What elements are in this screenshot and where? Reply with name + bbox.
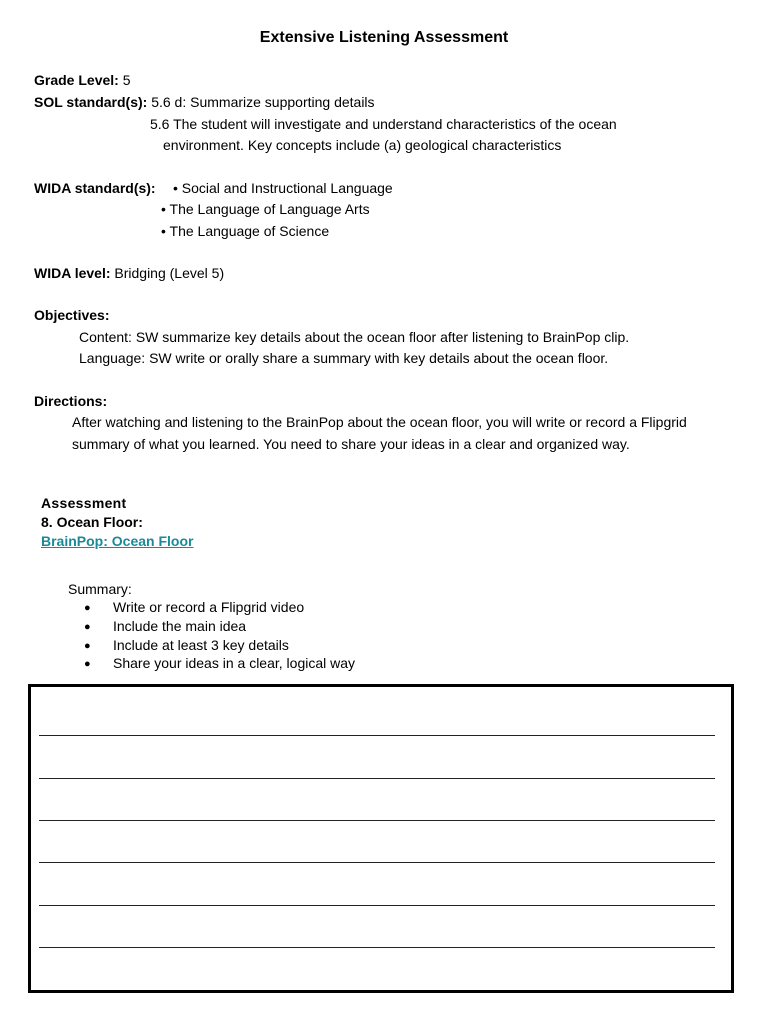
bullet-icon: ● <box>84 621 91 633</box>
brainpop-ocean-floor-link[interactable]: BrainPop: Ocean Floor <box>41 533 194 549</box>
wida-level-label: WIDA level: <box>34 265 111 281</box>
answer-line[interactable] <box>39 862 715 863</box>
sol-standard-detail-1: 5.6 The student will investigate and understand characteristics of the ocean <box>150 116 617 132</box>
wida-standard-item: • The Language of Science <box>161 223 330 239</box>
sol-standard-detail-2: environment. Key concepts include (a) geological characteristics <box>163 137 562 153</box>
summary-answer-box[interactable] <box>28 684 734 993</box>
sol-standard-value: 5.6 d: Summarize supporting details <box>147 94 375 110</box>
wida-standard-item: • The Language of Language Arts <box>161 201 370 217</box>
directions-line-1: After watching and listening to the BrainPop about the ocean floor, you will write or record a Flipgrid <box>72 414 687 430</box>
sol-standard-label: SOL standard(s): <box>34 94 148 110</box>
answer-line[interactable] <box>39 905 715 906</box>
summary-item: Write or record a Flipgrid video <box>113 599 305 615</box>
wida-standard-label: WIDA standard(s): <box>34 180 156 196</box>
grade-level-value: 5 <box>118 72 131 88</box>
summary-label: Summary: <box>68 581 132 597</box>
objective-language: Language: SW write or orally share a summary with key details about the ocean floor. <box>79 350 609 366</box>
bullet-icon: ● <box>84 640 91 652</box>
bullet-icon: ● <box>84 658 91 670</box>
assessment-heading: Assessment <box>41 495 127 511</box>
wida-standard-item: • Social and Instructional Language <box>173 180 393 196</box>
summary-item: Include at least 3 key details <box>113 637 289 653</box>
objectives-heading: Objectives: <box>34 307 110 323</box>
summary-item: Share your ideas in a clear, logical way <box>113 655 356 671</box>
document-title: Extensive Listening Assessment <box>259 29 509 46</box>
wida-level-row <box>34 263 224 284</box>
answer-line[interactable] <box>39 947 715 948</box>
assessment-subheading: 8. Ocean Floor: <box>41 514 143 530</box>
summary-item: Include the main idea <box>113 618 247 634</box>
sol-standard-row <box>34 92 375 113</box>
answer-line[interactable] <box>39 735 715 736</box>
answer-line[interactable] <box>39 820 715 821</box>
answer-line[interactable] <box>39 778 715 779</box>
directions-heading: Directions: <box>34 393 108 409</box>
grade-level-row <box>34 70 131 91</box>
directions-line-2: summary of what you learned. You need to share your ideas in a clear and organized way. <box>72 436 630 452</box>
objective-content: Content: SW summarize key details about the ocean floor after listening to BrainPop clip. <box>79 329 630 345</box>
wida-level-value: Bridging (Level 5) <box>110 265 225 281</box>
grade-level-label: Grade Level: <box>34 72 119 88</box>
bullet-icon: ● <box>84 602 91 614</box>
